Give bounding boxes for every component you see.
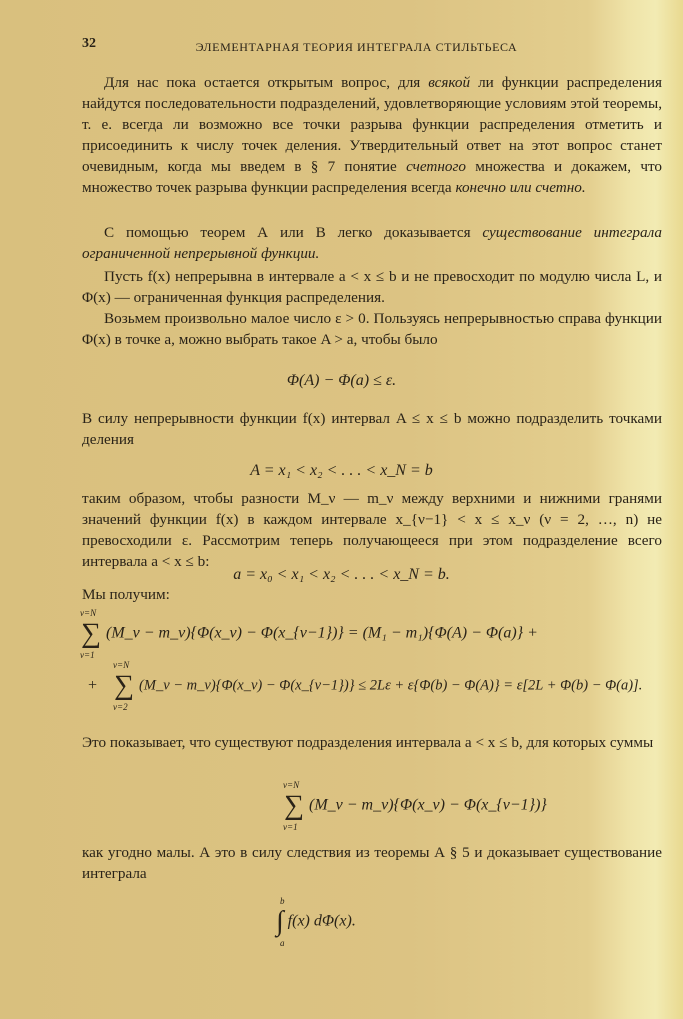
paragraph-1 <box>82 72 662 198</box>
paragraph-6: таким образом, чтобы разности M_ν — m_ν между верхними и нижними гранями значений функции f(x) в каждом интервале x_{ν−1} < x ≤ x_ν (ν = 2, …, n) не превосходили ε. Рассмотрим теперь получающееся при этом подразделение всего интервала a < x ≤ b: <box>82 490 662 570</box>
emphasis: существование интеграла ограниченной непрерывной функции. <box>82 224 662 262</box>
lower-limit: ν=1 <box>80 650 95 660</box>
equation-5 <box>88 660 643 712</box>
equation-body: (M_ν − m_ν){Φ(x_ν) − Φ(x_{ν−1})} <box>309 796 547 814</box>
upper-limit: ν=N <box>113 660 130 670</box>
upper-limit: ν=N <box>283 780 300 790</box>
equation-4 <box>80 608 538 660</box>
upper-limit: ν=N <box>80 608 97 618</box>
paragraph-7: Мы получим: <box>82 586 170 603</box>
sigma-glyph: ∑ <box>284 790 304 821</box>
text: множества и докажем, что множество точек разрыва функции распределения всегда <box>82 158 663 196</box>
summation-symbol <box>113 660 135 712</box>
paragraph-8: Это показывает, что существуют подразделения интервала a < x ≤ b, для которых суммы <box>82 734 654 751</box>
equation-body: (M_ν − m_ν){Φ(x_ν) − Φ(x_{ν−1})} ≤ 2Lε + ε{Φ(b) − Φ(A)} = ε[2L + Φ(b) − Φ(a)]. <box>139 677 643 694</box>
text: Для нас пока остается открытым вопрос, для <box>104 74 429 91</box>
upper-limit: b <box>280 896 285 906</box>
equation-7 <box>276 896 356 948</box>
paragraph-4: Возьмем произвольно малое число ε > 0. Пользуясь непрерывностью справа функции Φ(x) в точке a, можно выбрать такое A > a, чтобы было <box>82 310 662 348</box>
summation-symbol <box>80 608 102 660</box>
plus-sign: + <box>88 676 98 694</box>
paragraph-9: как угодно малы. А это в силу следствия из теоремы А § 5 и доказывает существование интеграла <box>82 844 662 882</box>
sigma-glyph: ∑ <box>114 670 135 701</box>
equation-6 <box>283 780 547 832</box>
sigma-glyph: ∑ <box>81 618 101 649</box>
equation-body: (M_ν − m_ν){Φ(x_ν) − Φ(x_{ν−1})} = (M₁ − m₁){Φ(A) − Φ(a)} + <box>106 624 538 642</box>
lower-limit: a <box>280 938 285 948</box>
running-title: ЭЛЕМЕНТАРНАЯ ТЕОРИЯ ИНТЕГРАЛА СТИЛЬТЬЕСА <box>195 40 518 54</box>
text: С помощью теорем А или В легко доказывается <box>104 224 483 241</box>
paragraph-5: В силу непрерывности функции f(x) интервал A ≤ x ≤ b можно подразделить точками деления <box>82 410 662 448</box>
equation-2: A = x₁ < x₂ < . . . < x_N = b <box>250 462 433 479</box>
paragraph-2 <box>82 222 662 264</box>
emphasis: счетного <box>406 158 467 175</box>
equation-body: f(x) dΦ(x). <box>287 912 356 930</box>
equation-3: a = x₀ < x₁ < x₂ < . . . < x_N = b. <box>233 566 450 583</box>
summation-symbol <box>283 780 305 832</box>
emphasis: всякой <box>428 74 471 91</box>
integral-glyph: ∫ <box>276 906 284 937</box>
paragraph-3: Пусть f(x) непрерывна в интервале a < x ≤ b и не превосходит по модулю числа L, и Φ(x) — ограниченная функция распределения. <box>82 268 662 306</box>
lower-limit: ν=1 <box>283 822 298 832</box>
integral-symbol <box>276 896 285 948</box>
page-number: 32 <box>82 36 96 51</box>
equation-1: Φ(A) − Φ(a) ≤ ε. <box>286 372 397 389</box>
text: ли функции распределения найдутся последовательности подразделений, удовлетворяющие условиям этой теоремы, т. е. всегда ли возможно все точки разрыва функции распределения отметить и присоединить к числу точек деления. Утвердительный ответ на этот вопрос станет очевидным, когда мы введем в § 7 понятие <box>82 74 662 175</box>
emphasis: конечно или счетно. <box>455 179 586 196</box>
lower-limit: ν=2 <box>113 702 128 712</box>
